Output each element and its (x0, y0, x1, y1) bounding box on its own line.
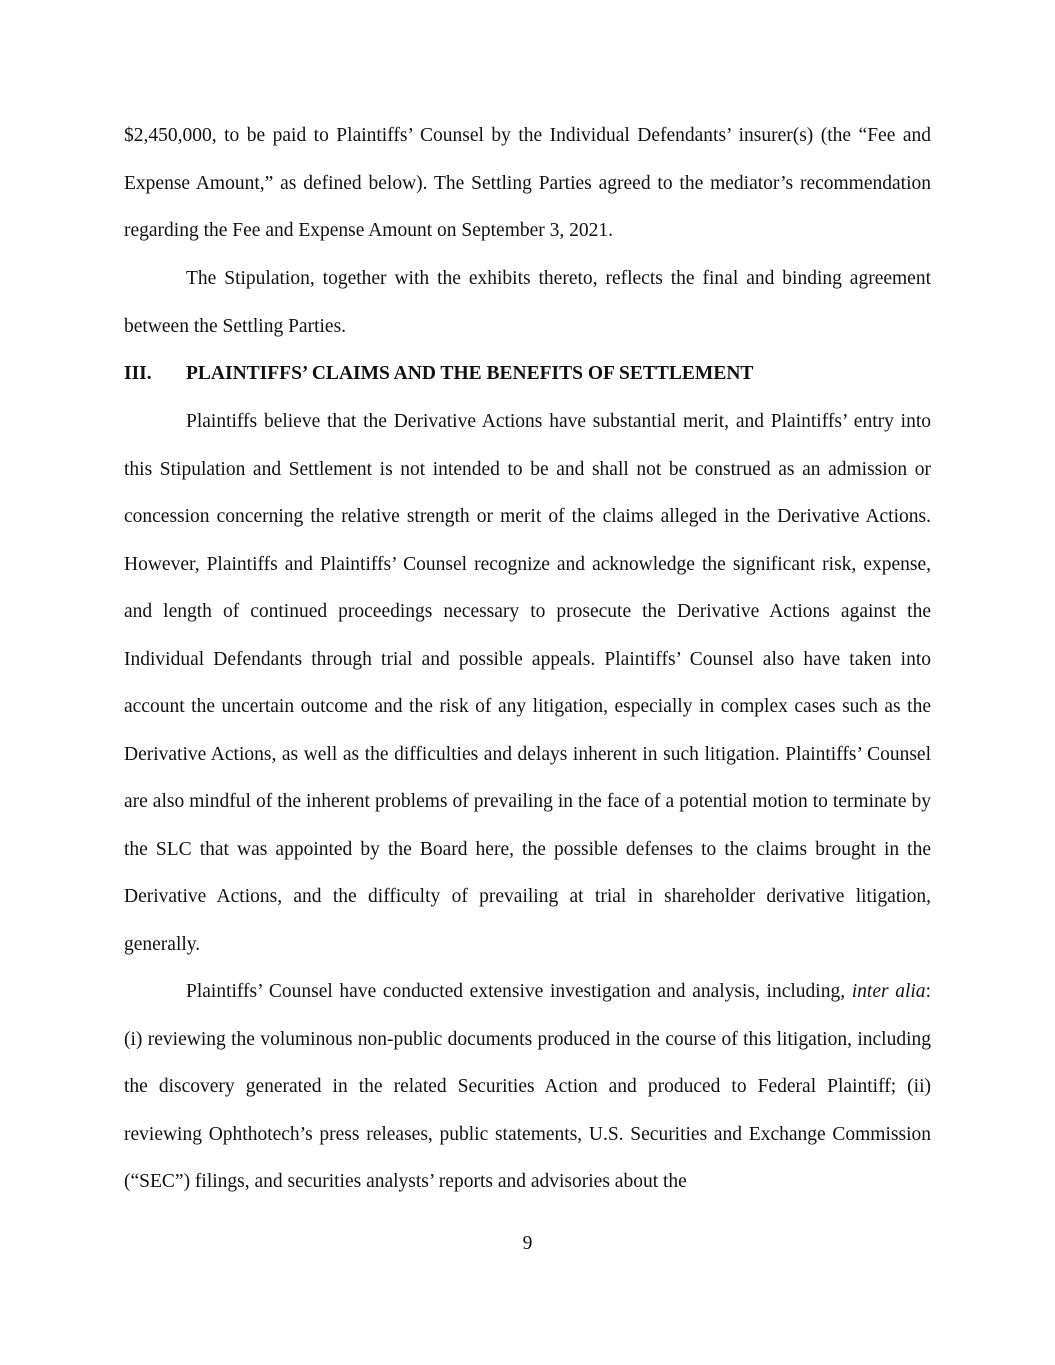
page-number: 9 (522, 1233, 533, 1254)
paragraph-investigation-lead: Plaintiffs’ Counsel have conducted extensive investigation and analysis, including, (186, 981, 852, 1002)
paragraph-investigation-rest: : (i) reviewing the voluminous non-public documents produced in the course of this litigation, including the discovery generated in the related Securities Action and produced to Federal Plaintiff; (ii) reviewing Ophthotech’s press releases, public statements, U.S. Securities and Exchange Commission (“SEC”) filings, and securities analysts’ reports and advisories about the (124, 981, 931, 1192)
paragraph-fee-amount: $2,450,000, to be paid to Plaintiffs’ Counsel by the Individual Defendants’ insurer(s) (the “Fee and Expense Amount,” as defined below). The Settling Parties agreed to the mediator’s recommendation regarding the Fee and Expense Amount on September 3, 2021. (124, 125, 931, 241)
paragraph-investigation-italic: inter alia (851, 981, 926, 1002)
paragraph-plaintiffs-claims: Plaintiffs believe that the Derivative Actions have substantial merit, and Plaintiffs’ entry into this Stipulation and Settlement is not intended to be and shall not be construed as an admission or concession concerning the relative strength or merit of the claims alleged in the Derivative Actions. However, Plaintiffs and Plaintiffs’ Counsel recognize and acknowledge the significant risk, expense, and length of continued proceedings necessary to prosecute the Derivative Actions against the Individual Defendants through trial and possible appeals. Plaintiffs’ Counsel also have taken into account the uncertain outcome and the risk of any litigation, especially in complex cases such as the Derivative Actions, as well as the difficulties and delays inherent in such litigation. Plaintiffs’ Counsel are also mindful of the inherent problems of prevailing in the face of a potential motion to terminate by the SLC that was appointed by the Board here, the possible defenses to the claims brought in the Derivative Actions, and the difficulty of prevailing at trial in shareholder derivative litigation, generally. (124, 411, 931, 955)
section-number: III. (124, 363, 152, 384)
paragraph-stipulation: The Stipulation, together with the exhibits thereto, reflects the final and binding agreement between the Settling Parties. (124, 268, 931, 337)
section-heading (124, 350, 931, 398)
paragraph-investigation (124, 968, 931, 1206)
section-title: PLAINTIFFS’ CLAIMS AND THE BENEFITS OF SETTLEMENT (186, 363, 754, 384)
